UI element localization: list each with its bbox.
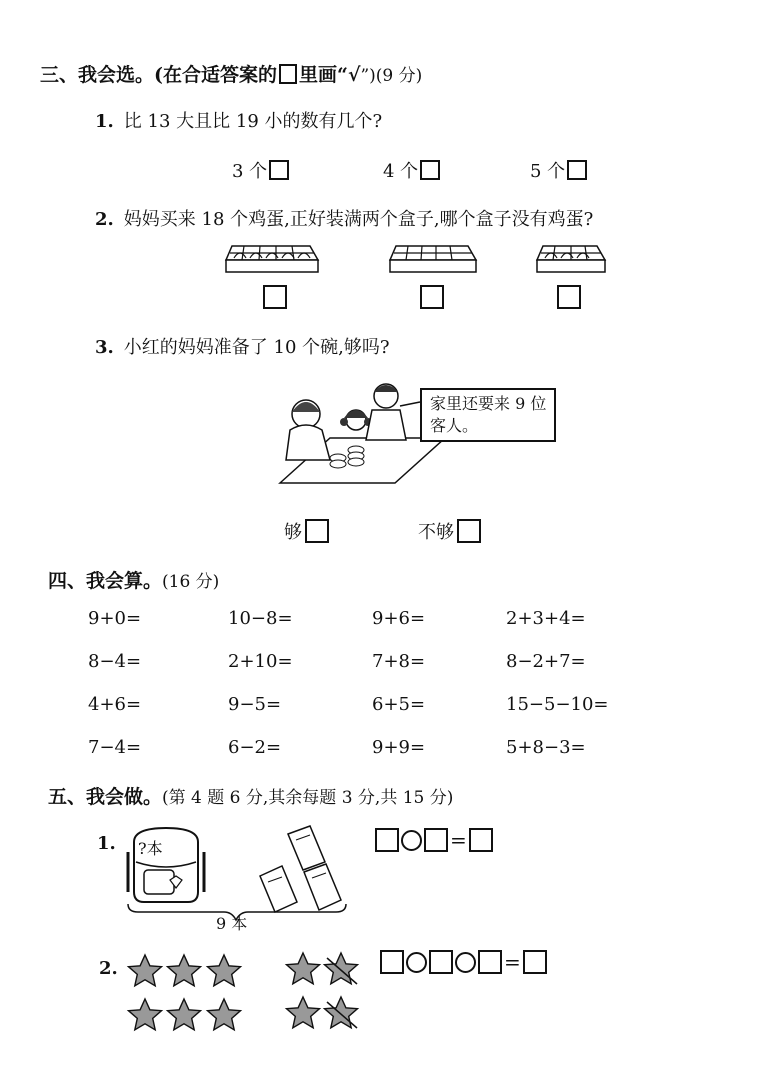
section3-title — [40, 60, 422, 87]
option-label: 够 — [284, 522, 302, 543]
star-icon — [208, 999, 241, 1030]
question-5-2-number — [99, 958, 128, 979]
calc-item[interactable]: 2+10= — [228, 651, 293, 672]
egg-carton-icon — [535, 242, 607, 280]
question-number: 1. — [95, 111, 114, 132]
answer-box[interactable] — [567, 160, 587, 180]
stars-illustration — [125, 950, 365, 1038]
calc-item[interactable]: 7−4= — [88, 737, 142, 758]
operator-circle[interactable] — [455, 952, 476, 973]
answer-box-carton-3[interactable] — [557, 285, 581, 309]
star-icon — [129, 999, 162, 1030]
section5-note: (第 4 题 6 分,其余每题 3 分,共 15 分) — [162, 788, 454, 808]
question-3-1 — [95, 107, 382, 133]
calc-item[interactable]: 9+9= — [372, 737, 426, 758]
star-icon — [287, 997, 320, 1028]
number-box[interactable] — [380, 950, 404, 974]
answer-box[interactable] — [269, 160, 289, 180]
option-label: 3 个 — [232, 161, 268, 182]
check-mark-icon: √ — [347, 64, 361, 86]
equals-sign: = — [450, 828, 467, 852]
calc-item[interactable]: 10−8= — [228, 608, 293, 629]
star-icon — [129, 955, 162, 986]
number-box[interactable] — [478, 950, 502, 974]
answer-box-carton-2[interactable] — [420, 285, 444, 309]
answer-box-carton-1[interactable] — [263, 285, 287, 309]
calc-item[interactable]: 6−2= — [228, 737, 282, 758]
option-3-1-b — [383, 157, 440, 183]
question-3-2 — [95, 205, 593, 231]
speech-line: 客人。 — [430, 416, 479, 435]
speech-line: 家里还要来 9 位 — [430, 394, 547, 413]
question-text: 小红的妈妈准备了 10 个碗,够吗? — [123, 337, 390, 358]
egg-carton-icon — [388, 242, 478, 280]
calc-item[interactable]: 5+8−3= — [506, 737, 586, 758]
option-3-1-a — [232, 157, 289, 183]
calc-item[interactable]: 15−5−10= — [506, 694, 609, 715]
star-icon — [168, 999, 201, 1030]
calc-item[interactable]: 8−2+7= — [506, 651, 586, 672]
calc-item[interactable]: 2+3+4= — [506, 608, 586, 629]
egg-carton-icon — [224, 242, 320, 280]
option-3-3-enough — [284, 518, 329, 544]
answer-box[interactable] — [305, 519, 329, 543]
section3-title-prefix: 三、我会选。(在合适答案的 — [40, 64, 277, 86]
question-text: 妈妈买来 18 个鸡蛋,正好装满两个盒子,哪个盒子没有鸡蛋? — [123, 209, 594, 230]
question-number: 2. — [99, 958, 118, 979]
calc-item[interactable]: 4+6= — [88, 694, 142, 715]
equals-sign: = — [504, 950, 521, 974]
calc-item[interactable]: 7+8= — [372, 651, 426, 672]
section5-title-text: 五、我会做。 — [48, 786, 163, 808]
answer-box[interactable] — [420, 160, 440, 180]
section5-title — [48, 782, 453, 809]
answer-box[interactable] — [457, 519, 481, 543]
expression-5-1 — [375, 828, 493, 852]
option-label: 5 个 — [530, 161, 566, 182]
expression-5-2 — [380, 950, 547, 974]
operator-circle[interactable] — [401, 830, 422, 851]
section4-note: (16 分) — [162, 572, 220, 592]
option-3-3-not-enough — [418, 518, 481, 544]
number-box[interactable] — [424, 828, 448, 852]
result-box[interactable] — [469, 828, 493, 852]
question-number: 1. — [97, 833, 116, 854]
result-box[interactable] — [523, 950, 547, 974]
operator-circle[interactable] — [406, 952, 427, 973]
section4-title — [48, 566, 219, 593]
title-sample-box — [279, 64, 297, 84]
option-3-1-c — [530, 157, 587, 183]
calc-item[interactable]: 6+5= — [372, 694, 426, 715]
star-icon — [287, 953, 320, 984]
calc-item[interactable]: 9+6= — [372, 608, 426, 629]
number-box[interactable] — [375, 828, 399, 852]
question-number: 2. — [95, 209, 114, 230]
section3-title-suffix: 里画“ — [299, 64, 348, 86]
number-box[interactable] — [429, 950, 453, 974]
question-text: 比 13 大且比 19 小的数有几个? — [123, 111, 383, 132]
star-icon — [168, 955, 201, 986]
calc-item[interactable]: 9−5= — [228, 694, 282, 715]
speech-bubble — [420, 388, 556, 442]
section4-title-text: 四、我会算。 — [48, 570, 163, 592]
calc-item[interactable]: 9+0= — [88, 608, 142, 629]
section3-title-end: ”)(9 分) — [360, 66, 423, 86]
total-label: 9 本 — [216, 914, 248, 933]
option-label: 不够 — [418, 522, 454, 543]
calc-item[interactable]: 8−4= — [88, 651, 142, 672]
question-3-3 — [95, 333, 390, 359]
bag-label: ?本 — [138, 839, 163, 858]
question-number: 3. — [95, 337, 114, 358]
option-label: 4 个 — [383, 161, 419, 182]
star-icon — [208, 955, 241, 986]
